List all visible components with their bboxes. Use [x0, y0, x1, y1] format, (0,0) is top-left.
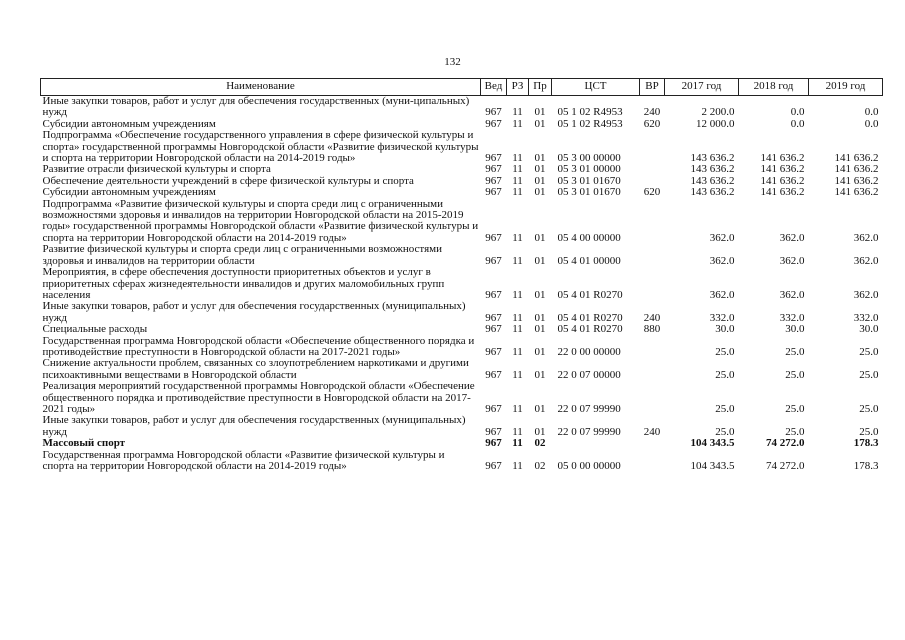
row-ved: 967 [485, 186, 502, 199]
budget-table [40, 78, 883, 472]
row-value-2018: 141 636.2 [760, 186, 805, 199]
row-name: Государственная программа Новгородской области «Обеспечение общественного порядка и противодействие преступности в Новгородской области на 2017-2021 годы» [42, 334, 475, 358]
header-name: Наименование [41, 79, 481, 96]
row-vr [640, 358, 665, 381]
table-row [41, 96, 883, 119]
row-ved: 967 [485, 152, 502, 165]
row-value-2018: 141 636.2 [760, 163, 805, 176]
row-ved: 967 [485, 323, 502, 336]
row-rz: 11 [512, 231, 523, 244]
row-value-2019: 0.0 [864, 106, 879, 119]
row-vr [640, 381, 665, 415]
row-pr: 01 [534, 254, 546, 267]
table-row [41, 438, 883, 449]
row-cst: 05 4 00 00000 [557, 231, 621, 244]
row-pr: 01 [534, 345, 546, 358]
row-value-2019: 25.0 [859, 345, 879, 358]
row-cst: 05 1 02 R4953 [557, 117, 623, 130]
row-value-2019: 141 636.2 [834, 186, 879, 199]
row-value-2018: 0.0 [790, 117, 805, 130]
table-row [41, 336, 883, 359]
header-vr: ВР [640, 79, 665, 96]
row-pr: 01 [534, 152, 546, 165]
row-value-2017: 143 636.2 [690, 152, 735, 165]
row-ved: 967 [485, 288, 502, 301]
row-value-2019: 25.0 [859, 368, 879, 381]
row-value-2019: 0.0 [864, 117, 879, 130]
row-value-2017: 143 636.2 [690, 163, 735, 176]
row-ved: 967 [485, 254, 502, 267]
row-ved: 967 [485, 460, 502, 472]
row-value-2019: 332.0 [853, 311, 879, 324]
row-rz: 11 [512, 174, 523, 187]
row-value-2019: 25.0 [859, 425, 879, 438]
table-row [41, 301, 883, 324]
row-value-2018: 74 272.0 [766, 437, 805, 450]
row-pr: 01 [534, 163, 546, 176]
row-cst: 05 3 00 00000 [557, 152, 621, 165]
row-name: Снижение актуальности проблем, связанных со злоупотреблением наркотиками и другими психоактивными веществами в Новгородской области [42, 357, 469, 381]
row-cst: 05 1 02 R4953 [557, 106, 623, 119]
row-vr [640, 164, 665, 175]
row-cst: 05 4 01 R0270 [557, 323, 623, 336]
row-ved: 967 [485, 425, 502, 438]
row-value-2018: 141 636.2 [760, 152, 805, 165]
row-vr [640, 267, 665, 301]
row-value-2017: 104 343.5 [690, 460, 735, 472]
row-value-2018: 25.0 [785, 368, 805, 381]
row-value-2018: 0.0 [790, 106, 805, 119]
row-value-2017: 362.0 [709, 288, 735, 301]
row-name: Подпрограмма «Обеспечение государственного управления в сфере физической культуры и спорта» государственной программы Новгородской области «Развитие физической культуры и спорта на территории Новгородской области на 2014-2019 годы» [42, 129, 479, 165]
row-ved: 967 [485, 311, 502, 324]
table-row [41, 244, 883, 267]
row-pr: 02 [534, 437, 546, 450]
row-ved: 967 [485, 117, 502, 130]
table-row [41, 381, 883, 415]
row-rz: 11 [512, 106, 523, 119]
row-rz: 11 [512, 186, 523, 199]
row-pr: 01 [534, 288, 546, 301]
row-value-2017: 25.0 [715, 425, 735, 438]
row-name: Государственная программа Новгородской области «Развитие физической культуры и спорта на территории Новгородской области на 2014-2019 годы» [42, 448, 445, 472]
table-row [41, 415, 883, 438]
row-value-2017: 25.0 [715, 402, 735, 415]
row-value-2017: 25.0 [715, 368, 735, 381]
row-value-2019: 141 636.2 [834, 163, 879, 176]
row-pr: 01 [534, 117, 546, 130]
row-value-2019: 362.0 [853, 254, 879, 267]
row-ved: 967 [485, 402, 502, 415]
row-value-2018: 332.0 [779, 311, 805, 324]
row-name: Развитие физической культуры и спорта среди лиц с ограниченными возможностями здоровья и инвалидов на территории области [42, 243, 442, 267]
row-value-2018: 362.0 [779, 288, 805, 301]
row-cst: 05 3 01 01670 [557, 174, 621, 187]
row-value-2017: 143 636.2 [690, 174, 735, 187]
row-value-2017: 332.0 [709, 311, 735, 324]
row-vr: 620 [643, 117, 661, 130]
row-rz: 11 [512, 288, 523, 301]
row-value-2019: 362.0 [853, 231, 879, 244]
row-cst: 22 0 07 99990 [557, 402, 621, 415]
row-vr: 240 [643, 425, 661, 438]
row-vr [640, 199, 665, 245]
row-rz: 11 [512, 345, 523, 358]
row-name: Субсидии автономным учреждениям [42, 117, 216, 130]
row-rz: 11 [512, 437, 523, 450]
row-cst: 05 4 01 00000 [557, 254, 621, 267]
row-value-2019: 178.3 [853, 437, 879, 450]
row-ved: 967 [485, 437, 502, 450]
row-pr: 01 [534, 106, 546, 119]
row-cst: 22 0 07 00000 [557, 368, 621, 381]
row-rz: 11 [512, 368, 523, 381]
header-rz: РЗ [507, 79, 529, 96]
row-value-2017: 2 200.0 [701, 106, 735, 119]
row-vr [640, 438, 665, 449]
table-row [41, 130, 883, 164]
table-row [41, 187, 883, 198]
table-row [41, 324, 883, 335]
row-name: Иные закупки товаров, работ и услуг для обеспечения государственных (муни-ципальных) нужд [42, 95, 470, 119]
header-2017: 2017 год [665, 79, 739, 96]
row-rz: 11 [512, 323, 523, 336]
row-value-2017: 30.0 [715, 323, 735, 336]
row-value-2017: 12 000.0 [696, 117, 735, 130]
row-rz: 11 [512, 425, 523, 438]
row-name: Иные закупки товаров, работ и услуг для обеспечения государственных (муниципальных) нужд [42, 414, 466, 438]
row-cst: 22 0 00 00000 [557, 345, 621, 358]
page-number: 132 [444, 56, 461, 68]
row-value-2019: 25.0 [859, 402, 879, 415]
row-cst: 05 3 01 00000 [557, 163, 621, 176]
row-vr: 880 [643, 323, 661, 336]
row-vr: 240 [643, 311, 661, 324]
row-value-2019: 30.0 [859, 323, 879, 336]
header-cst: ЦСТ [552, 79, 640, 96]
row-value-2017: 362.0 [709, 254, 735, 267]
row-name: Подпрограмма «Развитие физической культуры и спорта среди лиц с ограниченными возможностями здоровья и инвалидов на территории Новгородской области на 2015-2019 годы» государственной программы Новгородской области «Развитие физической культуры и спорта на территории Новгородской области на 2014-2019 годы» [42, 197, 479, 244]
row-pr: 01 [534, 186, 546, 199]
row-rz: 11 [512, 163, 523, 176]
row-name: Обеспечение деятельности учреждений в сфере физической культуры и спорта [42, 174, 414, 187]
row-rz: 11 [512, 254, 523, 267]
row-pr: 01 [534, 425, 546, 438]
row-value-2019: 178.3 [853, 460, 879, 472]
row-value-2017: 143 636.2 [690, 186, 735, 199]
row-value-2018: 25.0 [785, 345, 805, 358]
row-rz: 11 [512, 460, 523, 472]
row-vr [640, 244, 665, 267]
header-2019: 2019 год [809, 79, 883, 96]
table-body [41, 96, 883, 473]
row-value-2018: 25.0 [785, 425, 805, 438]
row-name: Развитие отрасли физической культуры и спорта [42, 163, 271, 176]
row-ved: 967 [485, 368, 502, 381]
row-value-2018: 141 636.2 [760, 174, 805, 187]
row-value-2018: 74 272.0 [766, 460, 805, 472]
row-value-2017: 104 343.5 [690, 437, 735, 450]
row-value-2018: 30.0 [785, 323, 805, 336]
header-ved: Вед [481, 79, 507, 96]
table-row [41, 267, 883, 301]
row-value-2019: 141 636.2 [834, 152, 879, 165]
row-pr: 01 [534, 402, 546, 415]
row-name: Специальные расходы [42, 323, 148, 336]
row-vr [640, 450, 665, 473]
row-pr: 01 [534, 368, 546, 381]
row-ved: 967 [485, 345, 502, 358]
row-cst: 05 0 00 00000 [557, 460, 621, 472]
row-name: Массовый спорт [42, 437, 126, 450]
table-header-row [41, 79, 883, 96]
row-value-2018: 25.0 [785, 402, 805, 415]
row-rz: 11 [512, 117, 523, 130]
row-vr: 240 [643, 106, 661, 119]
row-vr [640, 130, 665, 164]
row-ved: 967 [485, 231, 502, 244]
row-value-2017: 25.0 [715, 345, 735, 358]
row-rz: 11 [512, 152, 523, 165]
table-row [41, 358, 883, 381]
row-ved: 967 [485, 163, 502, 176]
row-pr: 01 [534, 174, 546, 187]
row-pr: 01 [534, 311, 546, 324]
row-value-2017: 362.0 [709, 231, 735, 244]
row-cst: 22 0 07 99990 [557, 425, 621, 438]
row-value-2018: 362.0 [779, 231, 805, 244]
row-rz: 11 [512, 402, 523, 415]
row-cst: 05 4 01 R0270 [557, 311, 623, 324]
row-cst [552, 438, 640, 449]
table-row [41, 199, 883, 245]
row-value-2019: 362.0 [853, 288, 879, 301]
row-cst: 05 4 01 R0270 [557, 288, 623, 301]
row-vr [640, 336, 665, 359]
row-vr: 620 [643, 186, 661, 199]
row-ved: 967 [485, 174, 502, 187]
row-name: Иные закупки товаров, работ и услуг для обеспечения государственных (муниципальных) нужд [42, 300, 466, 324]
table-row [41, 450, 883, 473]
row-value-2018: 362.0 [779, 254, 805, 267]
row-name: Субсидии автономным учреждениям [42, 186, 216, 199]
row-pr: 02 [534, 460, 546, 472]
header-2018: 2018 год [739, 79, 809, 96]
row-ved: 967 [485, 106, 502, 119]
header-pr: Пр [529, 79, 552, 96]
row-value-2019: 141 636.2 [834, 174, 879, 187]
row-name: Реализация мероприятий государственной программы Новгородской области «Обеспечение общественного порядка и противодействие преступности в Новгородской области на 2017-2021 годы» [42, 380, 475, 415]
row-cst: 05 3 01 01670 [557, 186, 621, 199]
row-name: Мероприятия, в сфере обеспечения доступности приоритетных объектов и услуг в приоритетных сферах жизнедеятельности инвалидов и других маломобильных групп населения [42, 266, 445, 301]
row-pr: 01 [534, 323, 546, 336]
row-rz: 11 [512, 311, 523, 324]
row-pr: 01 [534, 231, 546, 244]
